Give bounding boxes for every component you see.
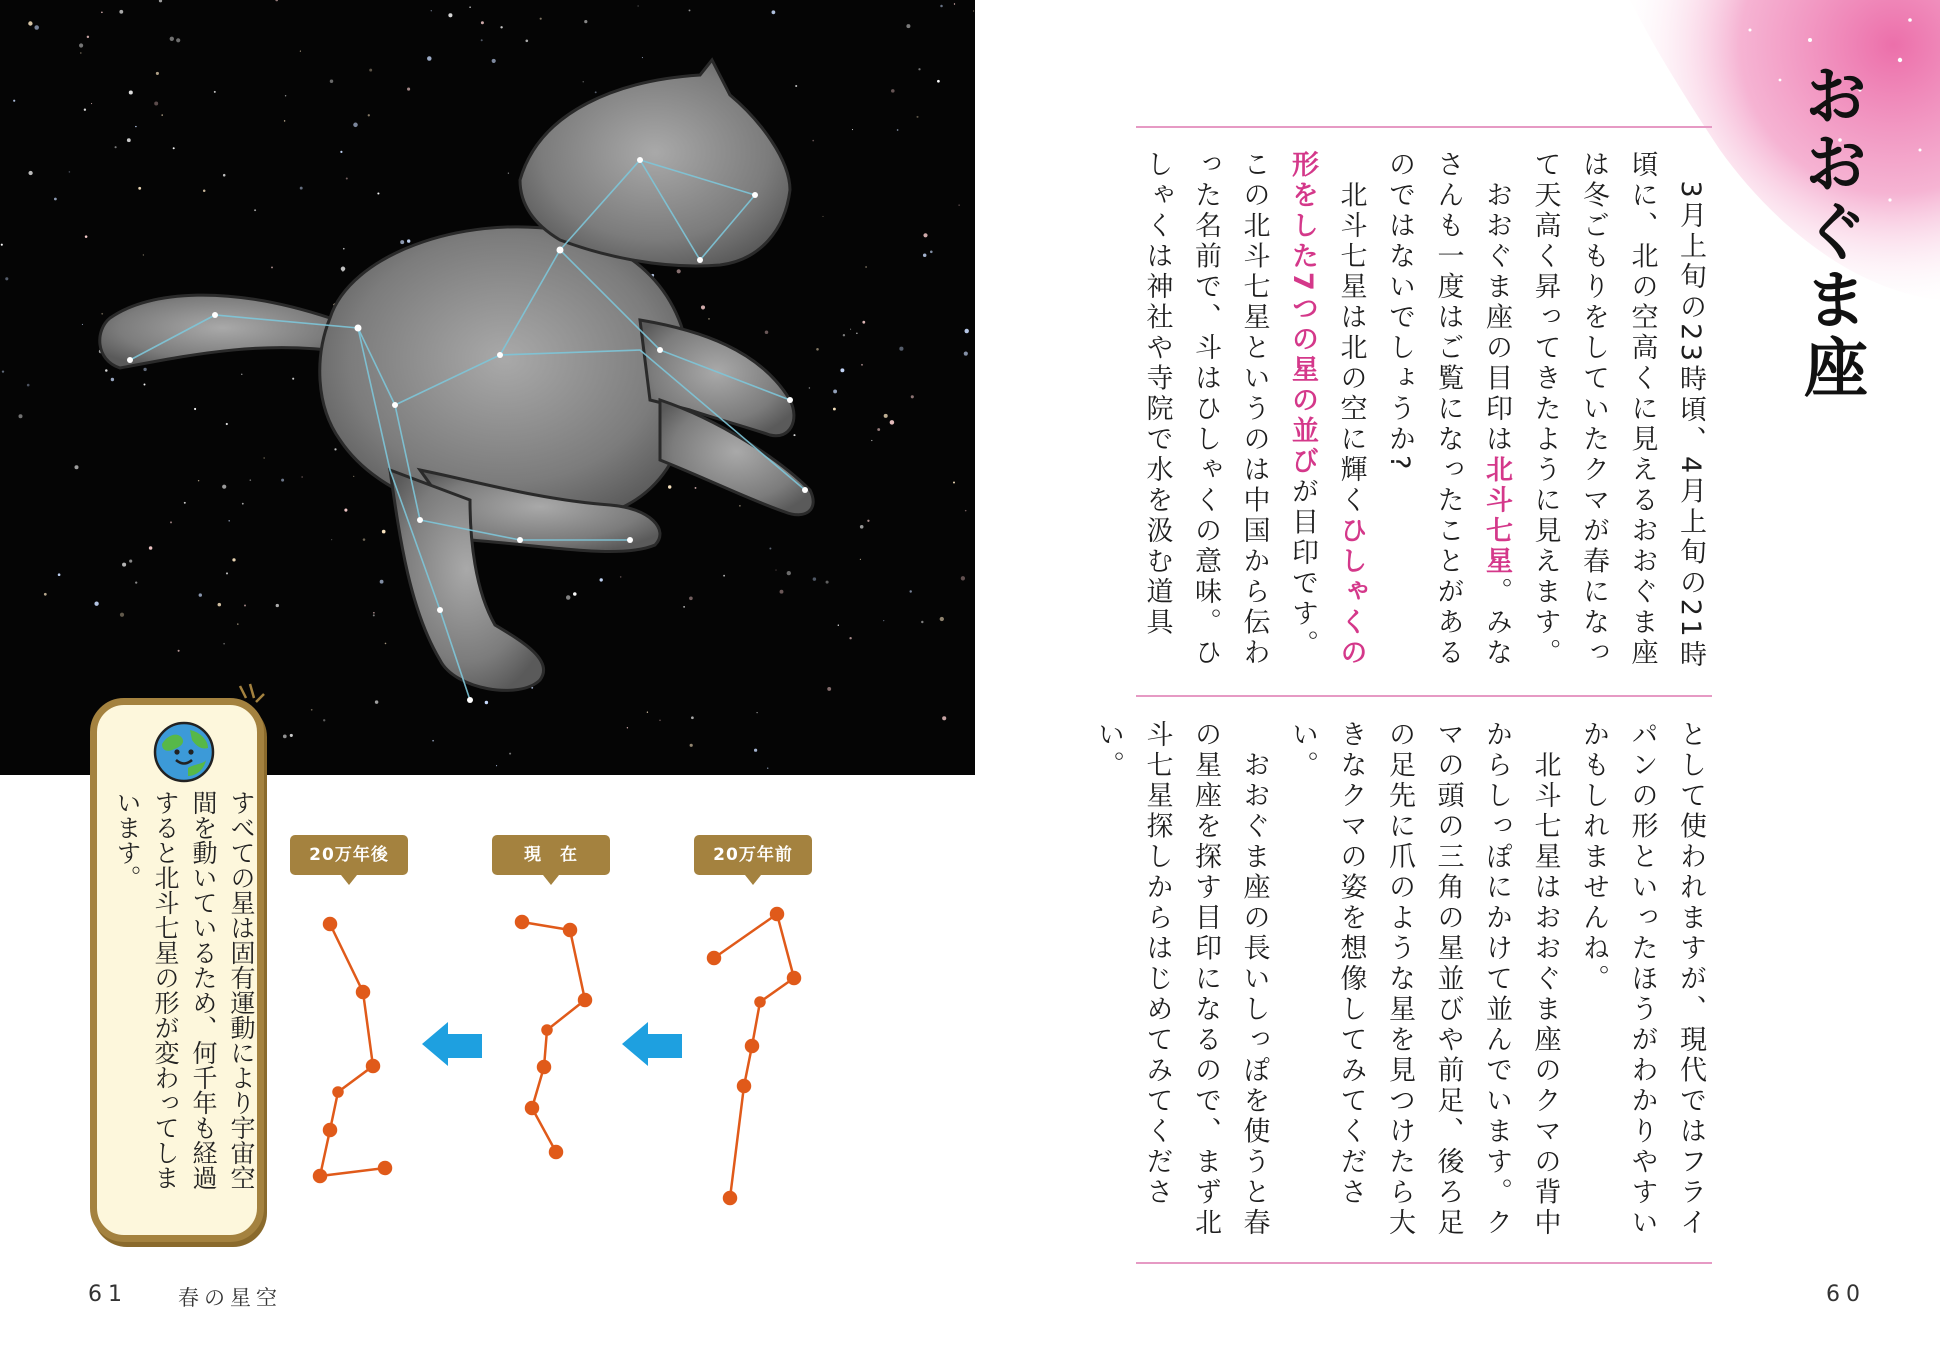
background-star	[276, 604, 279, 607]
background-star	[13, 100, 15, 102]
body-text-lower	[1093, 720, 1714, 1250]
background-star	[689, 596, 693, 600]
background-star	[485, 701, 488, 704]
background-star	[127, 138, 131, 142]
background-star	[953, 482, 955, 484]
background-star	[19, 414, 23, 418]
background-star	[353, 476, 354, 477]
background-star	[923, 233, 927, 237]
background-star	[883, 620, 884, 621]
background-star	[690, 744, 693, 747]
background-star	[862, 321, 865, 324]
background-star	[754, 749, 757, 752]
background-star	[105, 369, 108, 372]
background-star	[156, 72, 159, 75]
background-star	[940, 5, 943, 8]
background-star	[816, 348, 819, 351]
background-star	[765, 331, 769, 335]
background-star	[600, 578, 603, 581]
page-number-right: 60	[1826, 1282, 1866, 1307]
background-star	[122, 563, 126, 567]
background-star	[80, 52, 82, 54]
highlight-big-dipper: 北斗七星	[1481, 455, 1512, 577]
paragraph-4-text: として使われますが、現代ではフライパンの形といったほうがわかりやすいかもしれませんね。	[1578, 720, 1706, 1239]
background-star	[647, 712, 648, 713]
background-star	[340, 151, 342, 153]
paragraph-1	[1530, 150, 1707, 671]
background-star	[5, 277, 8, 280]
background-star	[135, 126, 136, 127]
background-star	[407, 239, 410, 242]
background-star	[508, 173, 509, 174]
divider-top	[1136, 126, 1712, 128]
background-star	[149, 546, 153, 550]
background-star	[300, 187, 303, 190]
background-star	[373, 612, 375, 614]
background-star	[583, 81, 584, 82]
background-star	[432, 740, 434, 742]
background-star	[176, 38, 180, 42]
background-star	[154, 102, 158, 106]
background-star	[58, 573, 61, 576]
emphasis-lines-icon	[234, 682, 270, 714]
background-star	[780, 590, 784, 594]
background-star	[129, 560, 132, 563]
background-star	[28, 171, 32, 175]
background-star	[812, 140, 814, 142]
background-star	[921, 621, 923, 623]
label-200k-years-ago: 20万年前	[694, 835, 812, 875]
section-title: 春の星空	[178, 1286, 282, 1310]
background-star	[871, 440, 872, 441]
background-star	[407, 88, 410, 91]
background-star	[87, 36, 89, 38]
background-star	[509, 753, 511, 755]
paragraph-3	[1142, 150, 1367, 669]
background-star	[918, 68, 920, 70]
background-star	[973, 10, 974, 11]
background-star	[346, 177, 348, 179]
background-star	[481, 21, 484, 24]
background-star	[275, 0, 278, 1]
background-star	[911, 395, 914, 398]
background-star	[659, 719, 661, 721]
background-star	[311, 709, 313, 711]
background-star	[849, 637, 851, 639]
background-star	[772, 10, 776, 14]
background-star	[331, 539, 332, 540]
highlight-dipper-shape: ひしゃくの形をした7つの星の並び	[1287, 150, 1367, 669]
background-star	[84, 109, 86, 111]
background-star	[677, 269, 681, 273]
background-star	[330, 79, 333, 82]
background-star	[431, 10, 432, 11]
background-star	[708, 318, 710, 320]
background-star	[566, 595, 570, 599]
background-star	[909, 590, 911, 592]
dipper-200k-years-ago	[708, 908, 800, 1204]
background-star	[940, 617, 944, 621]
background-star	[899, 347, 903, 351]
background-star	[787, 571, 791, 575]
background-star	[241, 374, 242, 375]
background-star	[826, 581, 829, 584]
background-star	[852, 129, 853, 130]
background-star	[301, 476, 302, 477]
background-star	[860, 559, 861, 560]
background-star	[481, 39, 483, 41]
background-star	[377, 192, 379, 194]
background-star	[930, 251, 933, 254]
background-star	[833, 389, 837, 393]
background-star	[250, 479, 252, 481]
paragraph-3-text-b: が目印です。この北斗七星というのは中国から伝わった名前で、斗はひしゃくの意味。ひしゃくは神社や寺院で水を汲む道具	[1141, 150, 1318, 669]
paragraph-6	[1093, 720, 1270, 1239]
background-star	[942, 716, 946, 720]
background-star	[264, 457, 265, 458]
background-star	[964, 352, 968, 356]
label-present: 現 在	[492, 835, 610, 875]
divider-bottom	[1136, 1262, 1712, 1264]
background-star	[865, 266, 867, 268]
background-star	[143, 368, 146, 371]
background-star	[769, 548, 771, 550]
background-star	[271, 266, 273, 268]
background-star	[283, 735, 287, 739]
background-star	[959, 205, 960, 206]
earth-icon	[152, 720, 216, 784]
background-star	[111, 378, 114, 381]
background-star	[448, 13, 452, 17]
background-star	[226, 572, 228, 574]
paragraph-3-text-a: 北斗七星は北の空に輝く	[1335, 180, 1367, 516]
note-text: すべての星は固有運動により宇宙空間を動いているため、何千年も経過すると北斗七星の形が変わってしまいます。	[113, 790, 256, 1190]
background-star	[861, 364, 863, 366]
background-star	[143, 254, 144, 255]
background-star	[884, 414, 888, 418]
background-star	[683, 606, 685, 608]
background-star	[344, 509, 347, 512]
background-star	[573, 592, 577, 596]
background-star	[101, 11, 103, 13]
background-star	[373, 614, 375, 616]
background-star	[292, 378, 294, 380]
background-star	[368, 114, 370, 116]
background-star	[375, 700, 378, 703]
left-arrow-icon	[422, 1022, 482, 1066]
background-star	[79, 43, 83, 47]
background-star	[860, 525, 864, 529]
background-star	[923, 254, 927, 258]
paragraph-2-text-b: 。みなさんも一度はご覧になったことがあるのではないでしょうか?	[1384, 150, 1512, 669]
page-title: おおぐま座	[1793, 62, 1867, 402]
background-star	[353, 123, 358, 128]
background-star	[385, 643, 387, 645]
body-text-upper	[1132, 150, 1714, 680]
background-star	[244, 605, 246, 607]
background-star	[223, 643, 225, 645]
background-star	[138, 187, 141, 190]
page-number-left: 61	[88, 1282, 128, 1307]
background-star	[492, 59, 496, 63]
background-star	[198, 480, 199, 481]
background-star	[214, 91, 216, 93]
background-star	[135, 581, 137, 583]
background-star	[159, 0, 162, 2]
paragraph-2	[1384, 150, 1512, 669]
label-200k-years-later: 20万年後	[290, 835, 408, 875]
background-star	[795, 85, 797, 87]
background-star	[34, 25, 39, 30]
background-star	[203, 189, 206, 192]
background-star	[638, 5, 639, 6]
background-star	[427, 56, 432, 61]
dipper-present	[516, 916, 591, 1158]
background-star	[809, 387, 810, 388]
background-star	[833, 408, 836, 411]
background-star	[400, 240, 404, 244]
background-star	[254, 209, 256, 211]
background-star	[961, 576, 965, 580]
background-star	[595, 91, 597, 93]
background-star	[840, 368, 844, 372]
background-star	[281, 479, 284, 482]
background-star	[540, 18, 542, 20]
background-star	[323, 719, 325, 721]
background-star	[891, 89, 895, 93]
background-star	[838, 625, 839, 626]
background-star	[496, 765, 497, 766]
background-star	[82, 324, 83, 325]
background-star	[856, 333, 857, 334]
background-star	[101, 313, 103, 315]
background-star	[74, 465, 78, 469]
background-star	[28, 21, 32, 25]
background-star	[877, 428, 880, 431]
background-star	[2, 370, 4, 372]
background-star	[775, 570, 776, 571]
background-star	[382, 530, 386, 534]
ursa-major-illustration	[0, 0, 975, 775]
background-star	[184, 502, 186, 504]
background-star	[369, 69, 372, 72]
background-star	[890, 420, 895, 425]
background-star	[822, 216, 823, 217]
background-star	[620, 576, 622, 578]
background-star	[27, 384, 30, 387]
background-star	[170, 37, 174, 41]
background-star	[173, 147, 175, 149]
background-star	[525, 39, 528, 42]
background-star	[850, 329, 851, 330]
background-star	[226, 423, 228, 425]
background-star	[813, 577, 816, 580]
background-star	[232, 558, 235, 561]
background-star	[701, 305, 705, 309]
background-star	[691, 716, 694, 719]
background-star	[69, 171, 71, 173]
background-star	[237, 623, 238, 624]
background-star	[300, 51, 301, 52]
background-star	[867, 520, 869, 522]
background-star	[343, 248, 345, 250]
background-star	[284, 120, 286, 122]
background-star	[228, 520, 230, 522]
night-sky-art	[0, 0, 975, 775]
left-arrow-icon	[622, 1022, 682, 1066]
background-star	[91, 103, 92, 104]
background-star	[178, 650, 180, 652]
background-star	[242, 503, 244, 505]
background-star	[194, 408, 196, 410]
background-star	[827, 687, 831, 691]
background-star	[199, 593, 202, 596]
background-star	[843, 334, 845, 336]
background-star	[170, 521, 172, 523]
background-star	[85, 235, 88, 238]
background-star	[668, 485, 671, 488]
background-star	[334, 448, 336, 450]
paragraph-5-text: 北斗七星はおおぐま座のクマの背中からしっぽにかけて並んでいます。クマの頭の三角の星並びや前足、後ろ足の足先に爪のような星を見つけたら大きなクマの姿を想像してみてください。	[1287, 720, 1561, 1239]
background-star	[897, 129, 899, 131]
background-star	[584, 20, 587, 23]
background-star	[119, 10, 123, 14]
background-star	[222, 485, 226, 489]
background-star	[627, 727, 628, 728]
background-star	[642, 57, 643, 58]
background-star	[285, 95, 286, 96]
background-star	[469, 6, 471, 8]
background-star	[54, 198, 57, 201]
background-star	[380, 580, 384, 584]
background-star	[906, 24, 910, 28]
divider-middle	[1136, 695, 1712, 697]
background-star	[937, 80, 940, 83]
background-star	[120, 613, 124, 617]
background-star	[695, 487, 697, 489]
background-star	[964, 329, 968, 333]
dipper-200k-years-later	[314, 918, 391, 1182]
background-star	[223, 174, 226, 177]
background-star	[44, 593, 47, 596]
paragraph-2-text-a: おおぐま座の目印は	[1481, 180, 1512, 455]
background-star	[756, 712, 757, 713]
background-star	[115, 146, 117, 148]
background-star	[739, 505, 740, 506]
background-star	[218, 603, 222, 607]
big-dipper-shape-diagram	[260, 890, 840, 1230]
background-star	[793, 434, 795, 436]
background-star	[954, 3, 955, 4]
background-star	[1, 244, 3, 246]
background-star	[144, 384, 146, 386]
background-star	[965, 510, 967, 512]
background-star	[363, 538, 366, 541]
background-star	[500, 26, 502, 28]
background-star	[689, 9, 691, 11]
background-star	[264, 743, 267, 746]
background-star	[916, 116, 918, 118]
background-star	[341, 267, 346, 272]
background-star	[94, 602, 98, 606]
background-star	[723, 575, 725, 577]
background-star	[290, 734, 293, 737]
paragraph-6-text: おおぐま座の長いしっぽを使うと春の星座を探す目印になるので、まず北斗七星探しからはじめてみてください。	[1093, 720, 1270, 1239]
background-star	[161, 114, 163, 116]
background-star	[129, 90, 133, 94]
background-star	[767, 767, 768, 768]
paragraph-1-text: 3月上旬の23時頃、4月上旬の21時頃に、北の空高くに見えるおおぐま座は冬ごもりをしていたクマが春になって天高く昇ってきたように見えます。	[1529, 150, 1706, 671]
paragraph-5	[1287, 720, 1561, 1239]
